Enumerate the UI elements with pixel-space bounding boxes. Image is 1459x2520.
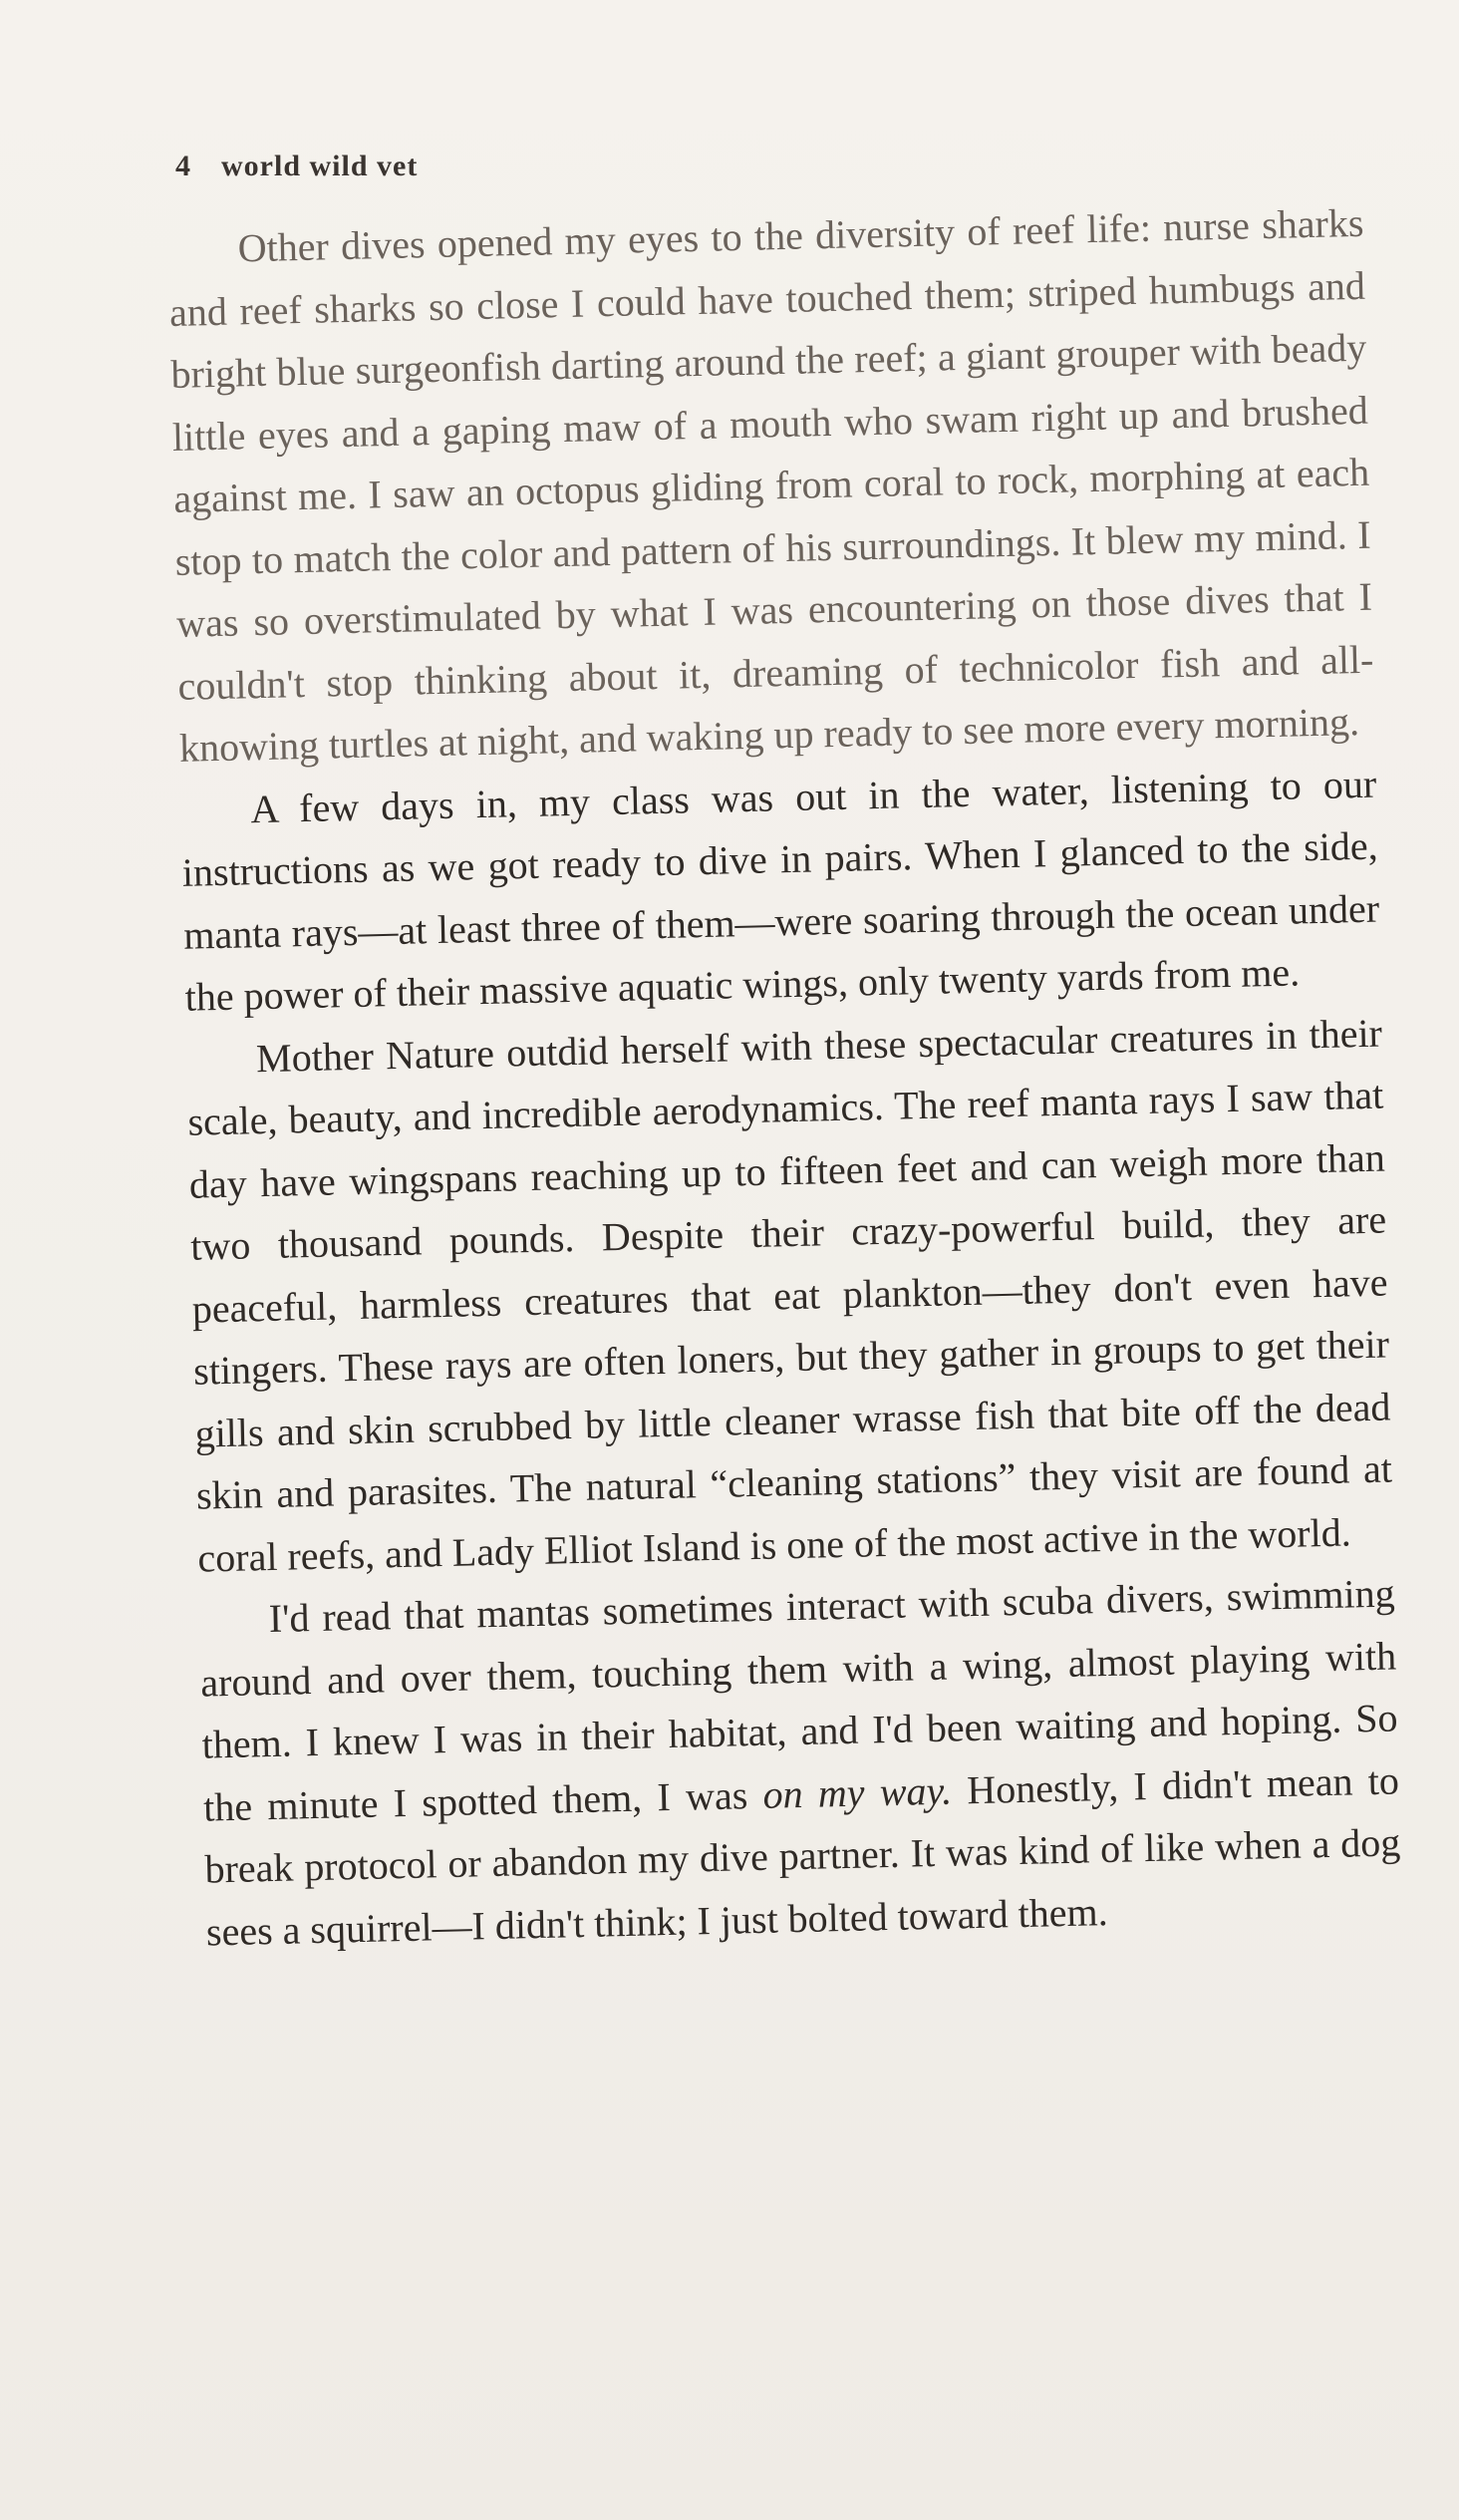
paragraph-4-italic: on my way. <box>762 1767 953 1817</box>
running-title: world wild vet <box>221 150 419 182</box>
paragraph-4-part-1: I'd read that mantas sometimes interact with scuba divers, swimming around and over them, touching them with a wing, almost playing with them. I knew I was in their habitat, and I'd been waiting and hoping. So the minute I spotted them, I was <box>199 1570 1398 1830</box>
paragraph-2: A few days in, my class was out in the water, listening to our instructions as we got ready to dive in pairs. When I glanced to the side, manta rays—at least three of them—were soaring through the ocean under the power of their massive aquatic wings, only twenty yards from me. <box>181 761 1380 1020</box>
paragraph-4-part-2: Honestly, I didn't mean to break protocol or abandon my dive partner. It was kind of like when a dog sees a squirrel—I didn't think; I just bolted toward them. <box>204 1756 1401 1955</box>
paragraph-3: Mother Nature outdid herself with these spectacular creatures in their scale, beauty, and incredible aerodynamics. The reef manta rays I saw that day have wingspans reaching up to fifteen feet and can weigh more than two thousand pounds. Despite their crazy-powerful build, they are peaceful, harmless creatures that eat plankton—they don't even have stingers. These rays are often loners, but they gather in groups to get their gills and skin scrubbed by little cleaner wrasse fish that bite off the dead skin and parasites. The natural “cleaning stations” they visit are found at coral reefs, and Lady Elliot Island is one of the most active in the world. <box>187 1010 1393 1581</box>
page-number: 4 <box>175 150 191 182</box>
running-header <box>175 150 418 183</box>
paragraph-1: Other dives opened my eyes to the diversity of reef life: nurse sharks and reef sharks so close I could have touched them; striped humbugs and bright blue surgeonfish darting around the reef; a giant grouper with beady little eyes and a gaping maw of a mouth who swam right up and brushed against me. I saw an octopus gliding from coral to rock, morphing at each stop to match the color and pattern of his surroundings. It blew my mind. I was so overstimulated by what I was encountering on those dives that I couldn't stop thinking about it, dreaming of technicolor fish and all-knowing turtles at night, and waking up ready to see more every morning. <box>168 199 1374 771</box>
paragraph-4 <box>198 1562 1402 1963</box>
body-text <box>167 192 1402 1964</box>
